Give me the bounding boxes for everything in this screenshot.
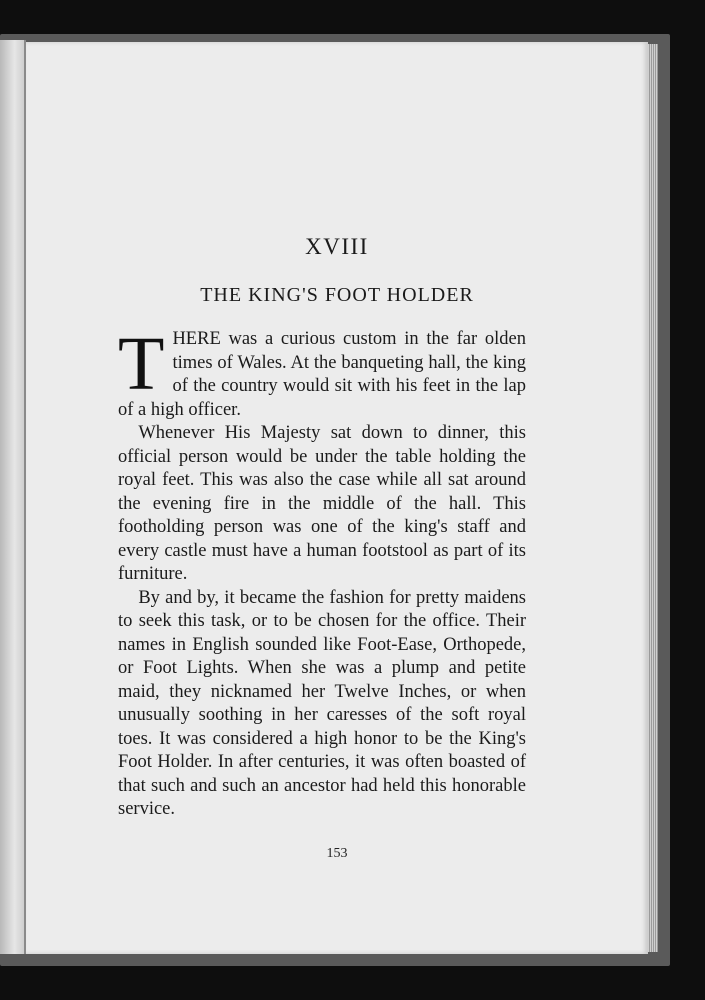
body-text [118,322,526,822]
page-number: 153 [326,846,348,861]
chapter-number: XVIII [305,234,369,259]
paragraph: By and by, it became the fashion for pretty maidens to seek this task, or to be chosen for the office. Their names in English sounded like Foot-Ease, Orthopede, or Foot Lights. When she was a plump and petite maid, they nicknamed her Twelve Inches, or when unusually soothing in her caresses of the soft royal toes. It was considered a high honor to be the King's Foot Holder. In after centuries, it was often boasted of that such and such an ancestor had held this honorable service. [118,587,526,819]
paragraph [118,322,526,422]
page-stack-edge [648,44,658,952]
left-page-edge [0,40,26,954]
paragraph: Whenever His Majesty sat down to dinner, this official person would be under the table holding the royal feet. This was also the case while all sat around the evening fire in the middle of the hall. This footholding person was one of the king's staff and every castle must have a human footstool as part of its furniture. [118,423,526,584]
chapter-title: THE KING'S FOOT HOLDER [200,284,474,306]
drop-cap: T [118,322,165,406]
paragraph-text: HERE was a curious custom in the far olden times of Wales. At the banqueting hall, the king of the country would sit with his feet in the lap of a high officer. [118,329,526,420]
